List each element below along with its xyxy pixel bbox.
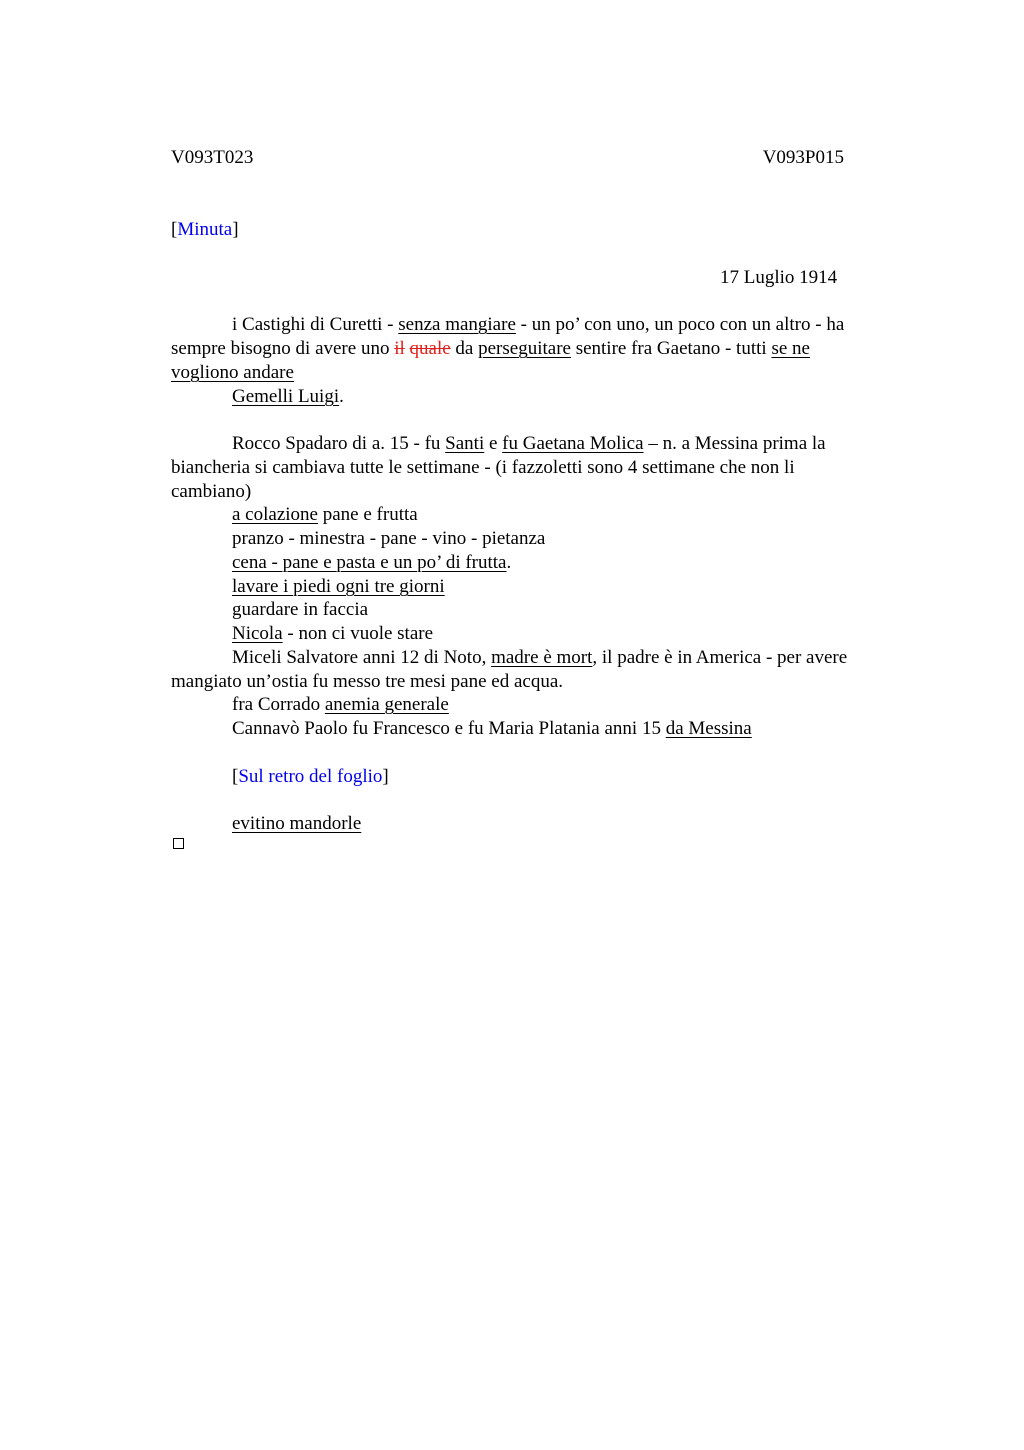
text-run: i Castighi di Curetti - <box>232 314 399 335</box>
underlined-text: Gemelli Luigi <box>232 386 340 407</box>
text-run: Rocco Spadaro di a. 15 - fu <box>232 433 446 454</box>
text-run: sentire fra Gaetano - tutti <box>570 338 772 359</box>
deleted-text: il <box>394 338 405 359</box>
underlined-text: da Messina <box>665 718 752 739</box>
p2-line-3: cambiano) <box>171 481 252 502</box>
p1-line-1 <box>232 313 844 337</box>
text-run: - non ci vuole stare <box>282 623 434 644</box>
text-run: sempre bisogno di avere uno <box>171 338 395 359</box>
text-run: Cannavò Paolo fu Francesco e fu Maria Platania anni 15 <box>232 718 666 739</box>
deleted-text: quale <box>409 338 451 359</box>
retro-open-bracket: [ <box>232 766 239 787</box>
text-run: . <box>339 386 344 407</box>
text-run: - un po’ con uno, un poco con un altro - ha <box>515 314 845 335</box>
text-run: Miceli Salvatore anni 12 di Noto, <box>232 647 492 668</box>
p2-line-2: biancheria si cambiava tutte le settimane - (i fazzoletti sono 4 settimane che non li <box>171 457 795 478</box>
retro-note <box>232 765 389 789</box>
underlined-text: perseguitare <box>478 338 571 359</box>
p1-line-3 <box>171 361 294 385</box>
underlined-text: vogliono andare <box>171 362 294 383</box>
underlined-text: se ne <box>771 338 810 359</box>
retro-text: evitino mandorle <box>232 813 362 834</box>
minuta-close-bracket: ] <box>232 219 239 240</box>
p2-line-8: guardare in faccia <box>232 599 369 620</box>
text-run: , il padre è in America - per avere <box>592 647 848 668</box>
p2-line-9 <box>232 622 433 646</box>
text-run: da <box>450 338 479 359</box>
p2-line-5: pranzo - minestra - pane - vino - pietanza <box>232 528 546 549</box>
minuta-label: Minuta <box>177 219 233 240</box>
minuta-open-bracket: [ <box>171 219 178 240</box>
underlined-text: senza mangiare <box>398 314 516 335</box>
underlined-text: cena - pane e pasta e un po’ di frutta <box>232 552 507 573</box>
document-page <box>171 0 903 1450</box>
letter-date: 17 Luglio 1914 <box>720 267 838 288</box>
p2-line-12 <box>232 693 449 717</box>
p2-line-7: lavare i piedi ogni tre giorni <box>232 576 445 597</box>
underlined-text: Nicola <box>232 623 283 644</box>
header-left-code: V093T023 <box>171 147 254 168</box>
underlined-text: madre è mort <box>491 647 593 668</box>
text-run: fra Corrado <box>232 694 325 715</box>
p2-line-6 <box>232 551 511 575</box>
p2-line-10 <box>232 646 847 670</box>
header-right-code: V093P015 <box>762 147 844 168</box>
underlined-text: fu Gaetana Molica <box>502 433 644 454</box>
underlined-text: Santi <box>445 433 485 454</box>
text-run: pane e frutta <box>317 504 418 525</box>
p1-line-4 <box>232 385 344 409</box>
text-run: e <box>484 433 503 454</box>
p2-line-11: mangiato un’ostia fu messo tre mesi pane ed acqua. <box>171 671 564 692</box>
p1-line-2 <box>171 337 810 361</box>
minuta-note <box>171 218 239 242</box>
text-run: . <box>506 552 512 573</box>
retro-label: Sul retro del foglio <box>238 766 383 787</box>
p2-line-1 <box>232 432 826 456</box>
square-outline-icon <box>173 838 184 849</box>
p2-line-13 <box>232 717 752 741</box>
underlined-text: anemia generale <box>324 694 449 715</box>
p2-line-4 <box>232 503 418 527</box>
underlined-text: a colazione <box>232 504 318 525</box>
text-run: – n. a Messina prima la <box>643 433 826 454</box>
retro-close-bracket: ] <box>382 766 389 787</box>
